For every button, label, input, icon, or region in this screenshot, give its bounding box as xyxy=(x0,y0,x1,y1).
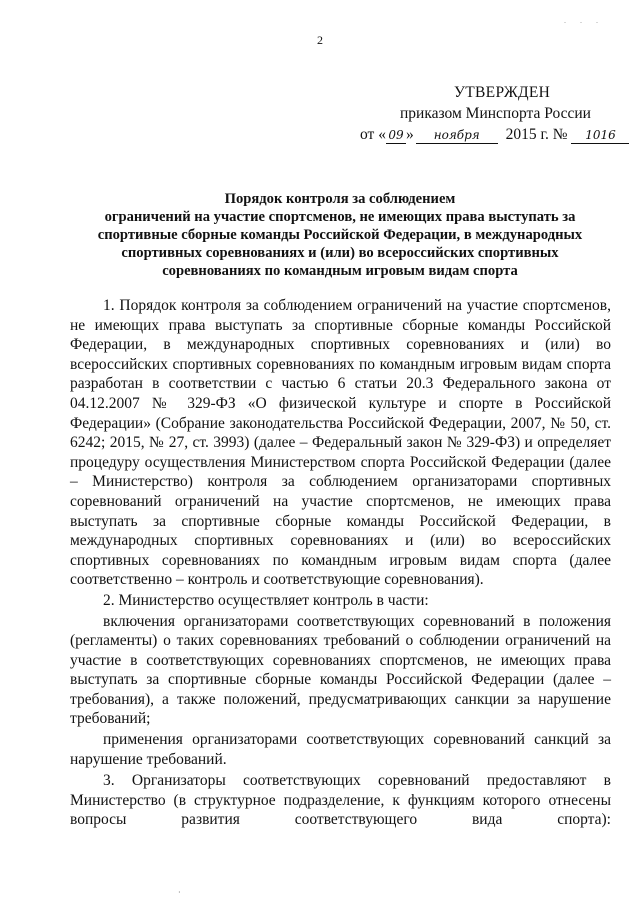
paragraph-2: 2. Министерство осуществляет контроль в части: xyxy=(103,591,429,609)
document-body xyxy=(70,296,611,831)
paragraph-2-item-1: включения организаторами соответствующих соревнований в положения (регламенты) о таких соревнованиях требований о соблюдении ограничений на участие в соответствующих соревнованиях спортсменов, не имеющих права выступать за спортивные сборные команды Российской Федерации (далее – требования), а также положений, предусматривающих санкции за нарушение требований; xyxy=(70,612,611,728)
title-line-1: Порядок контроля за соблюдением xyxy=(224,191,456,207)
handwritten-day: 09 xyxy=(386,127,406,144)
approval-block xyxy=(360,82,622,145)
paragraph-3: 3. Организаторы соответствующих соревнований предоставляют в Министерство (в структурное подразделение, к функциям которого отнесены вопросы развития соответствующего вида спорта): xyxy=(70,772,611,829)
paragraph-2-item-2: применения организаторами соответствующих соревнований санкций за нарушение требований. xyxy=(70,731,611,768)
title-line-5: соревнованиях по командным игровым видам спорта xyxy=(162,263,518,279)
title-line-3: спортивные сборные команды Российской Федерации, в международных xyxy=(97,227,583,243)
handwritten-order-number: 1016 xyxy=(571,127,629,144)
date-prefix: от « xyxy=(360,126,386,143)
document-title xyxy=(70,190,610,280)
date-year-number: 2015 г. № xyxy=(505,126,568,143)
approval-date-line xyxy=(360,124,622,145)
scan-corner-marks: . . . xyxy=(564,16,604,25)
page-number: 2 xyxy=(317,33,323,47)
title-line-2: ограничений на участие спортсменов, не имеющих права выступать за xyxy=(104,209,576,225)
scan-artifact-mark: · xyxy=(178,888,181,897)
approval-heading: УТВЕРЖДЕН xyxy=(454,84,551,101)
date-mid: » xyxy=(405,126,414,143)
paragraph-1: 1. Порядок контроля за соблюдением ограничений на участие спортсменов, не имеющих права выступать за спортивные сборные команды Российской Федерации, в международных спортивных соревнованиях и (или) во всероссийских спортивных соревнованиях по командным игровым видам спорта разработан в соответствии с частью 6 статьи 20.3 Федерального закона от 04.12.2007 № 329-ФЗ «О физической культуре и спорте в Российской Федерации» (Собрание законодательства Российской Федерации, 2007, № 50, ст. 6242; 2015, № 27, ст. 3993) (далее – Федеральный закон № 329-ФЗ) и определяет процедуру осуществления Министерством спорта Российской Федерации (далее – Министерство) контроля за соблюдением организаторами спортивных соревнований ограничений на участие спортсменов, не имеющих права выступать за спортивные сборные команды Российской Федерации, в международных спортивных соревнованиях и (или) во всероссийских спортивных соревнованиях по командным игровым видам спорта (далее соответственно – контроль и соответствующие соревнования). xyxy=(70,297,611,589)
approval-order-line: приказом Минспорта России xyxy=(400,105,591,122)
title-line-4: спортивных соревнованиях и (или) во всероссийских спортивных xyxy=(121,245,559,261)
handwritten-month: ноября xyxy=(416,127,498,144)
